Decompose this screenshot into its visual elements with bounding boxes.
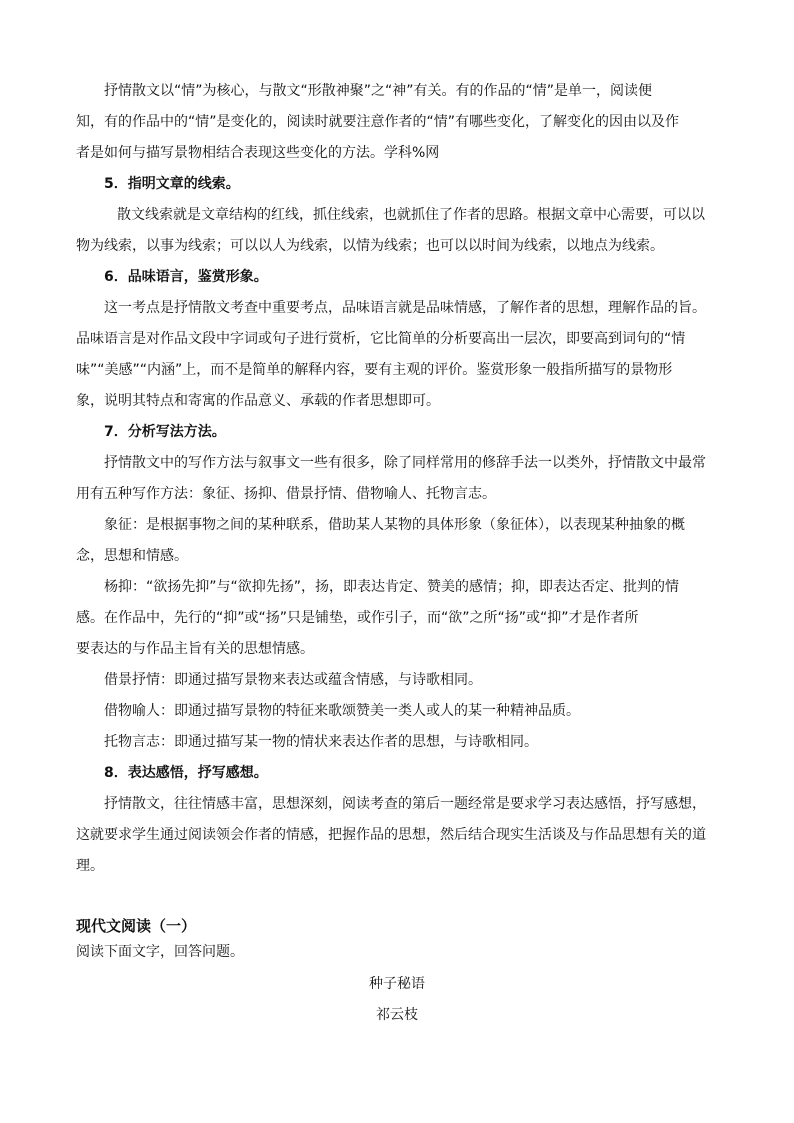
section-7-p1-line-1: 抒情散文中的写作方法与叙事文一些有很多，除了同样常用的修辞手法一以类外，抒情散文中最常 (104, 455, 706, 471)
passage-title: 种子秘语 (369, 976, 425, 992)
section-5-line-1: 散文线索就是文章结构的红线，抓住线索，也就抓住了作者的思路。根据文章中心需要，可以以 (117, 207, 705, 223)
section-6-line-3: 味”“美感”“内涵”上，而不是简单的解释内容，要有主观的评价。鉴赏形象一般指所描写的景物形 (76, 362, 673, 378)
section-8-line-1: 抒情散文，往往情感丰富，思想深刻，阅读考查的第后一题经常是要求学习表达感悟，抒写感想， (104, 796, 706, 812)
reading-instruction: 阅读下面文字，回答问题。 (76, 944, 244, 960)
section-6-line-2: 品味语言是对作品文段中字词或句子进行赏析，它比简单的分析要高出一层次，即要高到词句的“情 (76, 331, 686, 347)
intro-line-1: 抒情散文以“情”为核心，与散文“形散神聚”之“神”有关。有的作品的“情”是单一，阅读便 (104, 83, 653, 99)
section-6-line-4: 象，说明其特点和寄寓的作品意义、承载的作者思想即可。 (76, 393, 440, 409)
reading-heading: 现代文阅读（一） (76, 917, 197, 935)
section-8-line-2: 这就要求学生通过阅读领会作者的情感，把握作品的思想，然后结合现实生活谈及与作品思想有关的道 (76, 827, 706, 843)
intro-line-2: 知，有的作品中的“情”是变化的，阅读时就要注意作者的“情”有哪些变化，了解变化的因由以及作 (76, 114, 680, 130)
section-7-p2-line-2: 念，思想和情感。 (76, 548, 188, 564)
passage-author: 祁云枝 (376, 1007, 418, 1023)
section-6-title: 6．品味语言，鉴赏形象。 (104, 269, 268, 285)
section-7-p4: 借景抒情：即通过描写景物来表达或蕴含情感，与诗歌相同。 (104, 672, 482, 688)
section-8-line-3: 理。 (76, 858, 104, 874)
section-7-p3-line-1: 杨抑：“欲扬先抑”与“欲抑先扬”，扬，即表达肯定、赞美的感情；抑，即表达否定、批判的情 (104, 579, 680, 595)
section-7-p6: 托物言志：即通过描写某一物的情状来表达作者的思想，与诗歌相同。 (104, 734, 538, 750)
section-7-p5: 借物喻人：即通过描写景物的特征来歌颂赞美一类人或人的某一种精神品质。 (104, 703, 580, 719)
section-5-title: 5．指明文章的线索。 (104, 176, 240, 192)
intro-line-3: 者是如何与描写景物相结合表现这些变化的方法。学科%网 (76, 145, 440, 161)
section-7-p3-line-2: 感。在作品中，先行的“抑”或“扬”只是铺垫，或作引子，而“欲”之所“扬”或“抑”才是作者所 (76, 610, 639, 626)
section-7-p2-line-1: 象征：是根据事物之间的某种联系，借助某人某物的具体形象（象征体），以表现某种抽象的概 (104, 517, 685, 533)
section-7-p1-line-2: 用有五种写作方法：象征、扬抑、借景抒情、借物喻人、托物言志。 (76, 486, 496, 502)
section-7-p3-line-3: 要表达的与作品主旨有关的思想情感。 (76, 641, 314, 657)
section-5-line-2: 物为线索，以事为线索；可以以人为线索，以情为线索；也可以以时间为线索，以地点为线索。 (76, 238, 664, 254)
section-8-title: 8．表达感悟，抒写感想。 (104, 765, 268, 781)
section-7-title: 7．分析写法方法。 (104, 424, 226, 440)
section-6-line-1: 这一考点是抒情散文考查中重要考点，品味语言就是品味情感，了解作者的思想，理解作品的旨。 (104, 300, 706, 316)
